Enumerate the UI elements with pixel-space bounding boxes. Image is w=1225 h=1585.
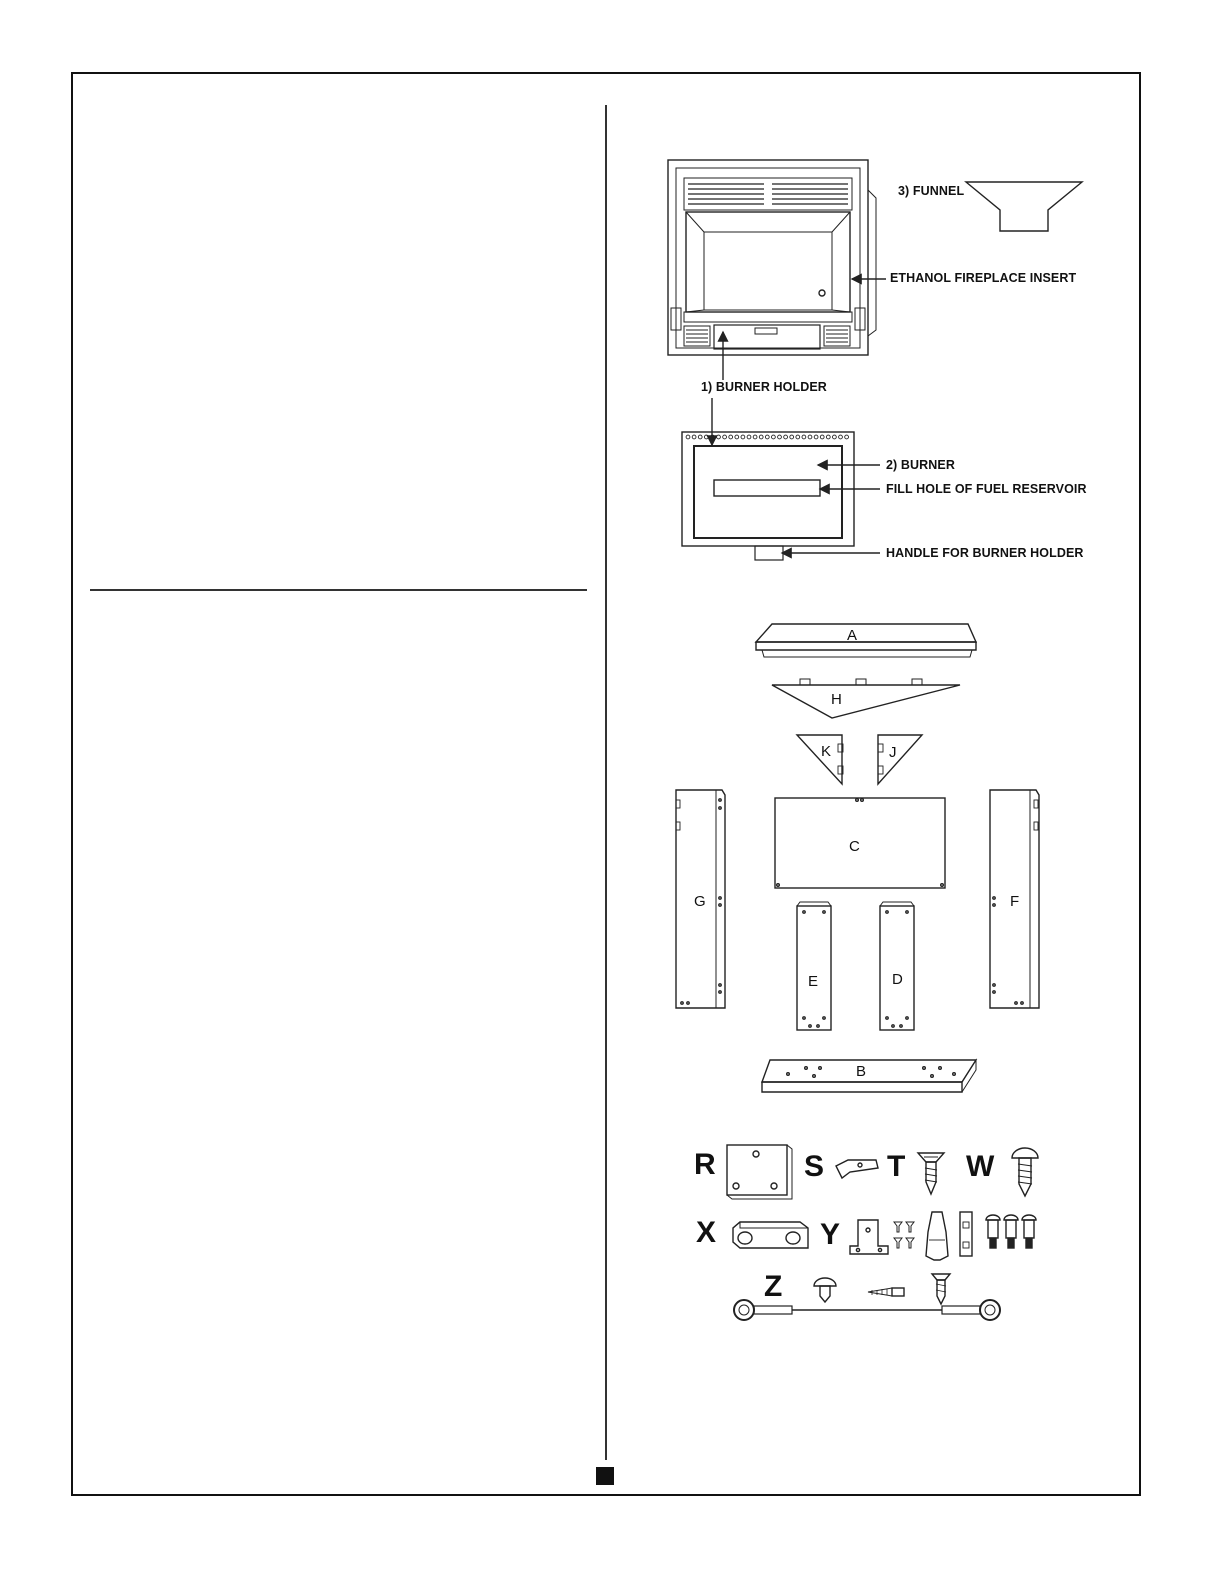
hardware-w-drawing (1012, 1148, 1038, 1196)
side-grille-right (824, 326, 850, 346)
perforation-hole (808, 435, 812, 439)
handle-label: HANDLE FOR BURNER HOLDER (886, 546, 1084, 560)
part-label-a: A (847, 627, 858, 644)
side-grille-left (684, 326, 710, 346)
part-label-j: J (889, 744, 897, 761)
perforation-hole (833, 435, 837, 439)
part-d-drawing (880, 902, 914, 1030)
part-j-drawing (878, 735, 922, 784)
perforation-hole (839, 435, 843, 439)
funnel-drawing (966, 182, 1082, 231)
hardware-label-z: Z (764, 1270, 783, 1303)
perforation-hole (759, 435, 763, 439)
perforation-hole (704, 435, 708, 439)
part-label-f: F (1010, 893, 1020, 910)
hardware-label-x: X (696, 1216, 717, 1249)
perforation-hole (692, 435, 696, 439)
hardware-y-drawing (850, 1212, 1036, 1260)
hardware-x-drawing (733, 1222, 808, 1248)
perforation-hole (753, 435, 757, 439)
hardware-label-w: W (966, 1150, 995, 1183)
fill-hole-label: FILL HOLE OF FUEL RESERVOIR (886, 482, 1087, 496)
perforation-hole (765, 435, 769, 439)
part-e-drawing (797, 902, 831, 1030)
perforation-hole (845, 435, 849, 439)
part-label-c: C (849, 838, 860, 855)
perforation-hole (729, 435, 733, 439)
burner-holder-drawing (682, 432, 854, 560)
perforation-hole (698, 435, 702, 439)
burner-holder-label: 1) BURNER HOLDER (701, 380, 827, 394)
hardware-r-drawing (727, 1145, 792, 1199)
part-label-b: B (856, 1063, 867, 1080)
burner-label: 2) BURNER (886, 458, 955, 472)
part-label-k: K (821, 743, 832, 760)
perforation-hole (735, 435, 739, 439)
part-a-drawing (756, 624, 976, 657)
perforation-hole (778, 435, 782, 439)
hardware-label-s: S (804, 1150, 825, 1183)
fireplace-insert-drawing (668, 160, 876, 355)
perforation-hole (772, 435, 776, 439)
hardware-t-drawing (918, 1153, 944, 1194)
part-b-drawing (762, 1060, 976, 1092)
perforation-hole (717, 435, 721, 439)
part-label-e: E (808, 973, 819, 990)
part-label-d: D (892, 971, 903, 988)
funnel-label: 3) FUNNEL (898, 184, 965, 198)
hardware-label-r: R (694, 1148, 716, 1181)
perforation-hole (802, 435, 806, 439)
part-k-drawing (797, 735, 842, 784)
perforation-hole (826, 435, 830, 439)
part-label-g: G (694, 893, 706, 910)
perforation-hole (820, 435, 824, 439)
perforation-hole (784, 435, 788, 439)
perforation-hole (747, 435, 751, 439)
hardware-label-t: T (887, 1150, 906, 1183)
part-label-h: H (831, 691, 842, 708)
insert-label: ETHANOL FIREPLACE INSERT (890, 271, 1077, 285)
vent-grille (688, 184, 848, 204)
hardware-s-drawing (836, 1160, 878, 1178)
perforation-hole (741, 435, 745, 439)
perforation-hole (790, 435, 794, 439)
hardware-label-y: Y (820, 1218, 841, 1251)
part-h-drawing (772, 679, 960, 718)
perforation-hole (814, 435, 818, 439)
perforation-hole (796, 435, 800, 439)
part-c-drawing (775, 798, 945, 888)
perforation-hole (723, 435, 727, 439)
perforation-hole (686, 435, 690, 439)
